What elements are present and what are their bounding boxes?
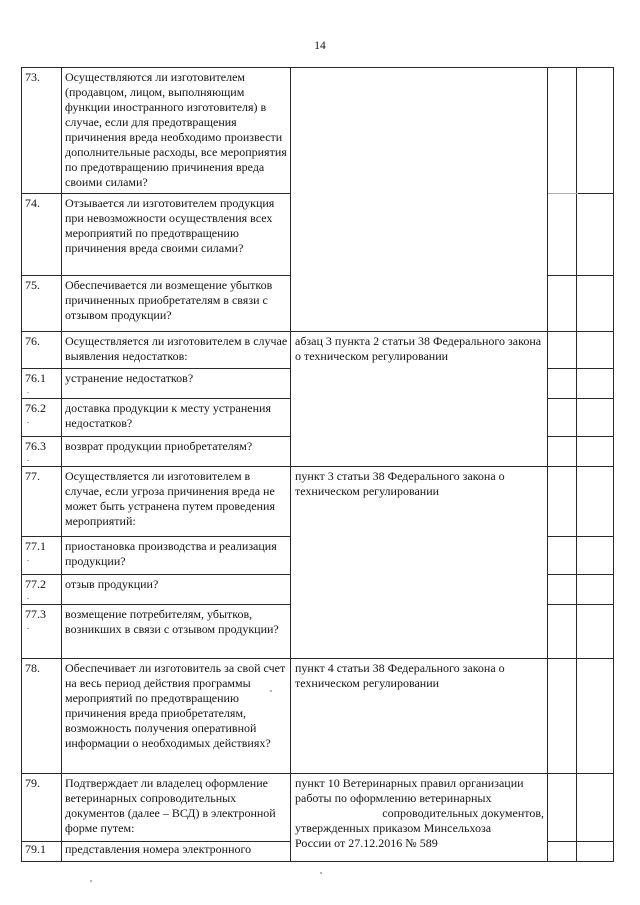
row-number [22, 399, 62, 437]
page-number: 14 [314, 40, 326, 52]
row-number-dot: . [27, 385, 30, 395]
table-row [22, 467, 614, 537]
row-number: 77. [22, 467, 62, 537]
question-text: приостановка производства и реализация продукции? [62, 537, 291, 575]
answer-cell [548, 575, 577, 605]
answer-cell [548, 537, 577, 575]
checklist-table [21, 67, 614, 862]
question-text: Обеспечивается ли возмещение убытков причиненных приобретателям в связи с отзывом продукции? [62, 276, 291, 332]
table-row [22, 332, 614, 369]
answer-cell [548, 399, 577, 437]
answer-cell [548, 605, 577, 659]
row-number-dot: . [27, 415, 30, 425]
question-text: возврат продукции приобретателям? [62, 437, 291, 467]
comment-cell [577, 605, 614, 659]
answer-cell [548, 276, 577, 332]
row-number-dot: . [27, 553, 30, 563]
comment-cell [577, 332, 614, 369]
comment-cell [577, 575, 614, 605]
row-number-dot: . [27, 591, 30, 601]
reference-line: пункт 10 Ветеринарных правил организации [295, 776, 524, 790]
row-number-text: 76.2 [25, 401, 46, 415]
answer-cell [548, 194, 577, 276]
reference-text [291, 774, 548, 862]
reference-line: сопроводительных документов, [382, 806, 544, 820]
answer-cell [548, 68, 577, 194]
row-number: 79. [22, 774, 62, 842]
row-number-text: 77.1 [25, 539, 46, 553]
row-number: 79.1 [22, 842, 62, 862]
comment-cell [577, 467, 614, 537]
question-text: Осуществляются ли изготовителем (продавцом, лицом, выполняющим функции иностранного изготовителя) в случае, если для предотвращения причинения вреда необходимо произвести дополнительные расходы, все мероприятия по предотвращению причинения вреда своими силами? [62, 68, 291, 194]
row-number [22, 437, 62, 467]
question-text: Осуществляется ли изготовителем в случае, если угроза причинения вреда не может быть устранена путем проведения мероприятий: [62, 467, 291, 537]
row-number-text: 76.1 [25, 371, 46, 385]
question-text: доставка продукции к месту устранения недостатков? [62, 399, 291, 437]
table-row [22, 659, 614, 774]
reference-text: абзац 3 пункта 2 статьи 38 Федерального закона о техническом регулировании [291, 332, 548, 467]
row-number [22, 575, 62, 605]
scan-speck [90, 880, 92, 882]
row-number: 76. [22, 332, 62, 369]
reference-text: пункт 3 статьи 38 Федерального закона о техническом регулировании [291, 467, 548, 659]
row-number: 78. [22, 659, 62, 774]
table-row [22, 774, 614, 842]
scan-speck [270, 690, 272, 692]
comment-cell [577, 369, 614, 399]
comment-cell [577, 276, 614, 332]
answer-cell [548, 332, 577, 369]
row-number: 74. [22, 194, 62, 276]
question-text: представления номера электронного [62, 842, 291, 862]
table-row [22, 68, 614, 194]
question-text: возмещение потребителям, убытков, возникших в связи с отзывом продукции? [62, 605, 291, 659]
answer-cell [548, 467, 577, 537]
reference-cell-empty [291, 68, 548, 332]
checklist-table-wrapper [21, 67, 614, 862]
scan-speck [548, 193, 578, 194]
question-text: отзыв продукции? [62, 575, 291, 605]
comment-cell [577, 437, 614, 467]
answer-cell [548, 842, 577, 862]
reference-line: России от 27.12.2016 № 589 [295, 836, 438, 850]
row-number-text: 76.3 [25, 439, 46, 453]
row-number-text: 77.2 [25, 577, 46, 591]
question-text: Отзывается ли изготовителем продукция при невозможности осуществления всех мероприятий по предотвращению причинения вреда своими силами? [62, 194, 291, 276]
answer-cell [548, 774, 577, 842]
answer-cell [548, 659, 577, 774]
answer-cell [548, 437, 577, 467]
answer-cell [548, 369, 577, 399]
row-number: 73. [22, 68, 62, 194]
comment-cell [577, 399, 614, 437]
reference-line: работы по оформлению ветеринарных [295, 791, 492, 805]
question-text: Обеспечивает ли изготовитель за свой счет на весь период действия программы мероприятий по предотвращению причинения вреда приобретателям, возможность получения оперативной информации о необходимых действиях? [62, 659, 291, 774]
question-text: Подтверждает ли владелец оформление ветеринарных сопроводительных документов (далее – ВСД) в электронной форме путем: [62, 774, 291, 842]
question-text: Осуществляется ли изготовителем в случае выявления недостатков: [62, 332, 291, 369]
row-number-dot: . [27, 453, 30, 463]
reference-text: пункт 4 статьи 38 Федерального закона о техническом регулировании [291, 659, 548, 774]
question-text: устранение недостатков? [62, 369, 291, 399]
scan-speck [320, 872, 322, 874]
comment-cell [577, 194, 614, 276]
row-number: 75. [22, 276, 62, 332]
comment-cell [577, 774, 614, 842]
comment-cell [577, 659, 614, 774]
row-number [22, 369, 62, 399]
comment-cell [577, 68, 614, 194]
row-number [22, 537, 62, 575]
row-number [22, 605, 62, 659]
comment-cell [577, 842, 614, 862]
row-number-text: 77.3 [25, 607, 46, 621]
reference-line: утвержденных приказом Минсельхоза [295, 821, 492, 835]
row-number-dot: . [27, 621, 30, 631]
comment-cell [577, 537, 614, 575]
